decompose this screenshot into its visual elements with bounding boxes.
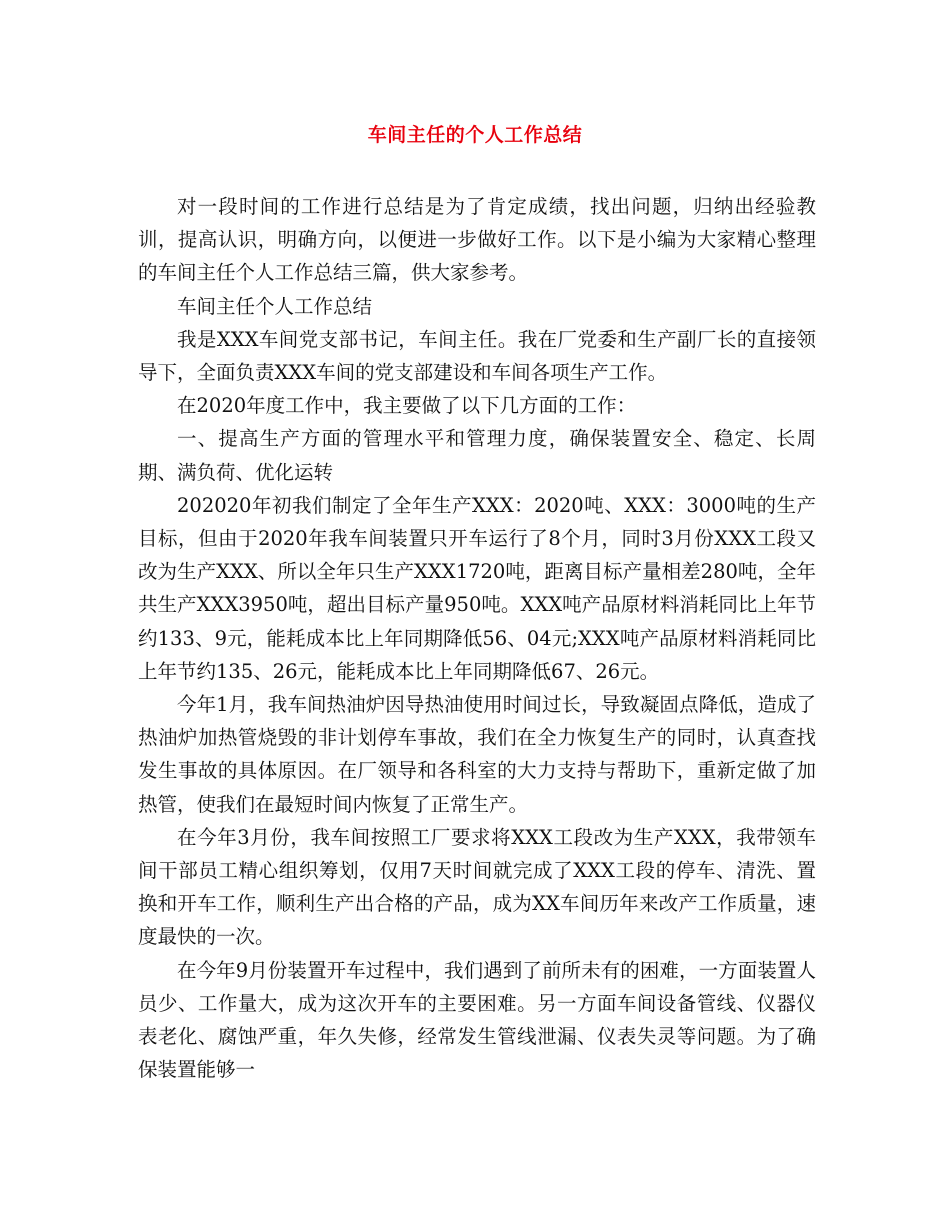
paragraph-intro: 对一段时间的工作进行总结是为了肯定成绩，找出问题，归纳出经验教训，提高认识，明确方向，以便进一步做好工作。以下是小编为大家精心整理的车间主任个人工作总结三篇，供大家参考。 bbox=[138, 195, 816, 285]
paragraph-production-figures: 202020年初我们制定了全年生产XXX：2020吨、XXX：3000吨的生产目标，但由于2020年我车间装置只开车运行了8个月，同时3月份XXX工段又改为生产XXX、所以全年只生产XXX1720吨，距离目标产量相差280吨，全年共生产XXX3950吨，超出目标产量950吨。XXX吨产品原材料消耗同比上年节约133、9元，能耗成本比上年同期降低56、04元;XXX吨产品原材料消耗同比上年节约135、26元，能耗成本比上年同期降低67、26元。 bbox=[138, 493, 816, 683]
paragraph-march-changeover: 在今年3月份，我车间按照工厂要求将XXX工段改为生产XXX，我带领车间干部员工精心组织筹划，仅用7天时间就完成了XXX工段的停车、清洗、置换和开车工作，顺利生产出合格的产品，成为XX车间历年来改产工作质量，速度最快的一次。 bbox=[138, 825, 816, 949]
document-body bbox=[138, 190, 816, 1086]
paragraph-self-introduction: 我是XXX车间党支部书记，车间主任。我在厂党委和生产副厂长的直接领导下，全面负责XXX车间的党支部建设和车间各项生产工作。 bbox=[138, 327, 816, 385]
paragraph-january-incident: 今年1月，我车间热油炉因导热油使用时间过长，导致凝固点降低，造成了热油炉加热管烧毁的非计划停车事故，我们在全力恢复生产的同时，认真查找发生事故的具体原因。在厂领导和各科室的大力支持与帮助下，重新定做了加热管，使我们在最短时间内恢复了正常生产。 bbox=[138, 693, 816, 816]
paragraph-september-startup: 在今年9月份装置开车过程中，我们遇到了前所未有的困难，一方面装置人员少、工作量大，成为这次开车的主要困难。另一方面车间设备管线、仪器仪表老化、腐蚀严重，年久失修，经常发生管线泄漏、仪表失灵等问题。为了确保装置能够一 bbox=[138, 958, 816, 1082]
document-title: 车间主任的个人工作总结 bbox=[367, 124, 583, 146]
paragraph-section-heading: 车间主任个人工作总结 bbox=[177, 294, 373, 318]
paragraph-point-one: 一、提高生产方面的管理水平和管理力度，确保装置安全、稳定、长周期、满负荷、优化运转 bbox=[138, 427, 816, 484]
paragraph-year-overview: 在2020年度工作中，我主要做了以下几方面的工作： bbox=[177, 394, 637, 418]
